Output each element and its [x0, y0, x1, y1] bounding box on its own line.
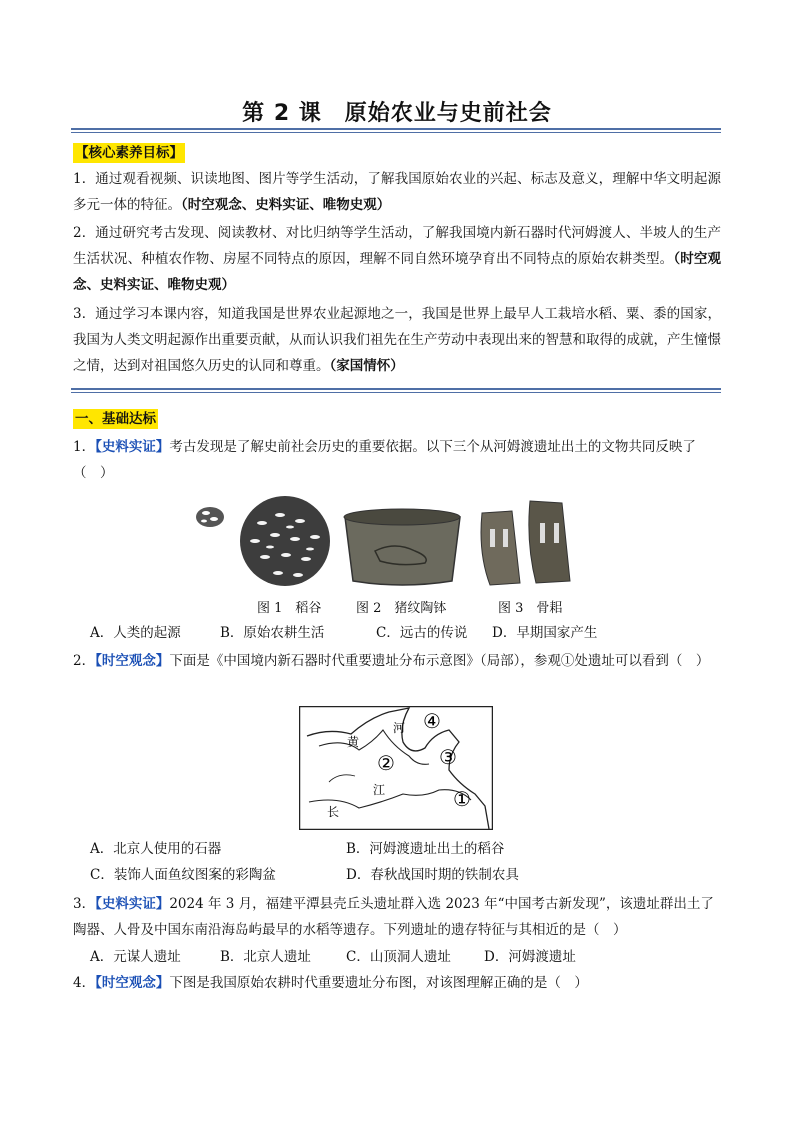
caption-fig2: 图 2 猪纹陶钵 [356, 601, 447, 616]
goals-section-tag: 【核心素养目标】 [75, 145, 183, 161]
q1-option-b[interactable]: B．原始农耕生活 [220, 625, 325, 641]
question-2: 2．【时空观念】下面是《中国境内新石器时代重要遗址分布示意图》（局部），参观①处遗址可以看到（ ） [73, 653, 710, 669]
caption-fig1: 图 1 稻谷 [257, 601, 322, 616]
basic-section-tag: 一、基础达标 [75, 411, 156, 427]
goal-item-2: 2．通过研究考古发现、阅读教材、对比归纳等学生活动，了解我国境内新石器时代河姆渡人、半坡人的生产生活状况、种植农作物、房屋不同特点的原因，理解不同自然环境孕育出不同特点的原始农耕类型。（时空观念、史料实证、唯物史观） [73, 225, 722, 293]
pig-pattern-bowl-icon [344, 509, 460, 585]
map-label-jiang: 江 [373, 783, 386, 797]
q2-site-map [299, 706, 493, 830]
q3-option-d[interactable]: D．河姆渡遗址 [484, 949, 576, 965]
q1-option-c[interactable]: C．远古的传说 [376, 625, 468, 641]
title-divider [71, 128, 721, 133]
goal-item-3: 3．通过学习本课内容，知道我国是世界农业起源地之一，我国是世界上最早人工栽培水稻、粟、黍的国家，我国为人类文明起源作出重要贡献，从而认识我们祖先在生产劳动中表现出来的智慧和取得的成就，产生憧憬之情，达到对祖国悠久历史的认同和尊重。（家国情怀） [73, 306, 721, 374]
q1-artifact-images [190, 493, 610, 593]
bone-spade-icon [481, 501, 570, 585]
question-1: 1．【史料实证】考古发现是了解史前社会历史的重要依据。以下三个从河姆渡遗址出土的文物共同反映了（ ） [73, 439, 696, 481]
q2-option-a[interactable]: A．北京人使用的石器 [90, 841, 222, 857]
rice-grain-disc-icon [240, 496, 330, 586]
rice-grain-cluster-icon [196, 507, 224, 527]
q2-option-b[interactable]: B．河姆渡遗址出土的稻谷 [346, 841, 505, 857]
q1-option-d[interactable]: D．早期国家产生 [492, 625, 598, 641]
q2-option-d[interactable]: D．春秋战国时期的铁制农具 [346, 867, 519, 883]
map-marker-2: ② [377, 751, 395, 775]
caption-fig3: 图 3 骨耜 [498, 601, 563, 616]
q3-option-b[interactable]: B．北京人遗址 [220, 949, 311, 965]
q1-option-a[interactable]: A．人类的起源 [90, 625, 181, 641]
map-label-huang: 黄 [347, 735, 360, 749]
goal-item-1: 1．通过观看视频、识读地图、图片等学生活动，了解我国原始农业的兴起、标志及意义，理解中华文明起源多元一体的特征。（时空观念、史料实证、唯物史观） [73, 171, 721, 213]
map-label-chang: 长 [327, 805, 340, 819]
map-marker-3: ③ [439, 745, 457, 769]
q2-option-c[interactable]: C．装饰人面鱼纹图案的彩陶盆 [90, 867, 276, 883]
question-4: 4．【时空观念】下图是我国原始农耕时代重要遗址分布图，对该图理解正确的是（ ） [73, 975, 588, 991]
q3-option-c[interactable]: C．山顶洞人遗址 [346, 949, 451, 965]
map-marker-1: ① [453, 787, 471, 811]
goals-divider [71, 388, 721, 393]
map-label-he: 河 [393, 721, 406, 735]
question-3: 3．【史料实证】2024 年 3 月，福建平潭县壳丘头遗址群入选 2023 年“中国考古新发现”，该遗址群出土了陶器、人骨及中国东南沿海岛屿最早的水稻等遗存。下列遗址的遗存特征与其相近的是（ ） [73, 896, 714, 938]
q3-option-a[interactable]: A．元谋人遗址 [90, 949, 181, 965]
map-marker-4: ④ [423, 709, 441, 733]
page-title: 第 2 课 原始农业与史前社会 [242, 101, 552, 126]
